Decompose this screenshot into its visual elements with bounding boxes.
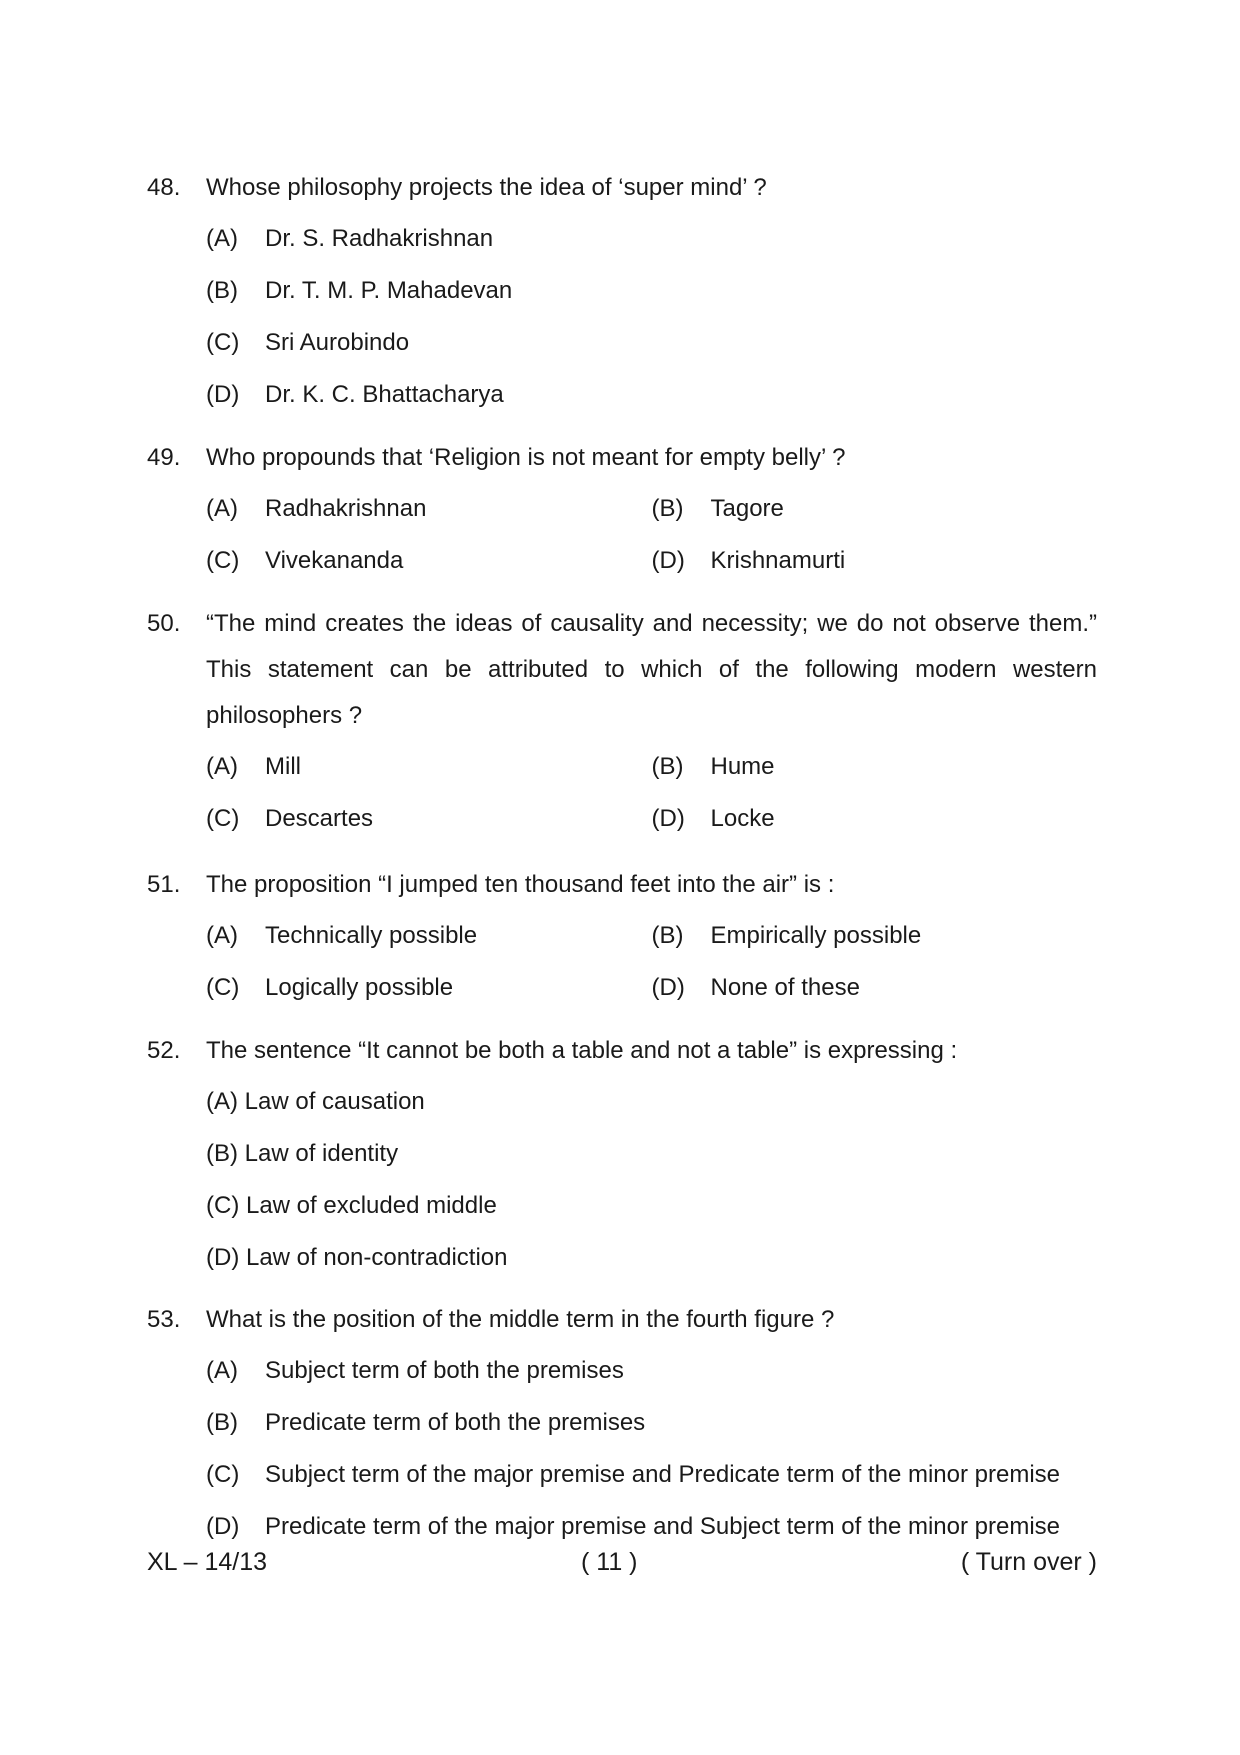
option-letter: (A) [206,753,238,780]
option-text: Subject term of the major premise and Predicate term of the minor premise [265,1461,1060,1488]
option-c [206,535,652,587]
option-b [652,910,1098,962]
option-letter: (B) [206,1409,238,1436]
option-text: Dr. K. C. Bhattacharya [265,381,504,408]
question-text-line: “The mind creates the ideas of causality and necessity; we do not observe them.” [206,610,1097,637]
option-letter: (B) [206,277,238,304]
option-letter: (D) [651,805,685,832]
option-letter: (C) [206,805,240,832]
option-letter: (A) [206,1357,238,1384]
option-text: Dr. S. Radhakrishnan [265,225,494,252]
option-b [652,483,1098,535]
turn-over-note: ( Turn over ) [960,1548,1097,1576]
question-text-line: This statement can be attributed to which of the following modern western [206,656,1097,683]
option-a [206,741,652,793]
option-a [206,483,652,535]
option-letter: (C) [206,329,240,356]
question-51 [147,862,1097,1014]
option-letter: (D) [651,974,685,1001]
option-letter: (B) [651,753,684,780]
option-a [206,910,652,962]
option-d [206,369,1097,421]
page-number: ( 11 ) [581,1548,638,1576]
option-letter: (C) [206,547,240,574]
question-text-line: philosophers ? [206,702,363,729]
question-52 [147,1028,1097,1284]
question-text: Who propounds that ‘Religion is not meant for empty belly’ ? [206,444,846,471]
question-48 [147,165,1097,421]
option-b [206,1397,1097,1449]
option-letter: (A) [206,225,238,252]
question-number: 48. [147,174,181,201]
option-text: Technically possible [265,922,478,949]
option-text: Empirically possible [710,922,922,949]
option-text: Logically possible [265,974,454,1001]
option-d: (D) Law of non-contradiction [206,1244,508,1271]
option-b [206,265,1097,317]
option-a [206,1345,1097,1397]
page-footer [147,1548,1097,1588]
question-number: 50. [147,610,181,637]
option-letter: (C) [206,974,240,1001]
option-text: Dr. T. M. P. Mahadevan [265,277,513,304]
option-text: Vivekananda [265,547,404,574]
question-text: The sentence “It cannot be both a table and not a table” is expressing : [206,1037,958,1064]
question-text: The proposition “I jumped ten thousand feet into the air” is : [206,871,835,898]
option-letter: (D) [206,1513,240,1540]
question-text [206,601,1097,647]
option-a: (A) Law of causation [206,1088,425,1115]
option-a [206,213,1097,265]
option-text: Locke [710,805,775,832]
question-text: Whose philosophy projects the idea of ‘super mind’ ? [206,174,767,201]
option-c: (C) Law of excluded middle [206,1192,497,1219]
option-text: Hume [710,753,775,780]
question-number: 53. [147,1306,181,1333]
option-text: Predicate term of the major premise and Subject term of the minor premise [265,1513,1060,1540]
option-text: Radhakrishnan [265,495,427,522]
option-d [206,1501,1097,1553]
question-50 [147,601,1097,845]
option-letter: (D) [651,547,685,574]
option-letter: (A) [206,495,238,522]
option-c [206,962,652,1014]
question-number: 52. [147,1037,181,1064]
option-text: None of these [710,974,860,1001]
option-c [206,1449,1097,1501]
option-text: Descartes [265,805,374,832]
option-text: Mill [265,753,301,780]
question-53 [147,1297,1097,1553]
option-letter: (B) [651,922,684,949]
option-text: Tagore [710,495,784,522]
option-c [206,317,1097,369]
question-49 [147,435,1097,587]
option-text: Subject term of both the premises [265,1357,624,1384]
question-number: 49. [147,444,181,471]
option-text: Predicate term of both the premises [265,1409,646,1436]
option-d [652,962,1098,1014]
paper-code: XL – 14/13 [147,1548,268,1576]
option-letter: (B) [651,495,684,522]
option-d [652,535,1098,587]
option-text: Sri Aurobindo [265,329,410,356]
question-number: 51. [147,871,181,898]
option-text: Krishnamurti [710,547,846,574]
question-text: What is the position of the middle term in the fourth figure ? [206,1306,835,1333]
option-letter: (A) [206,922,238,949]
option-letter: (C) [206,1461,240,1488]
option-c [206,793,652,845]
option-letter: (D) [206,381,240,408]
option-b [652,741,1098,793]
option-d [652,793,1098,845]
option-b: (B) Law of identity [206,1140,399,1167]
